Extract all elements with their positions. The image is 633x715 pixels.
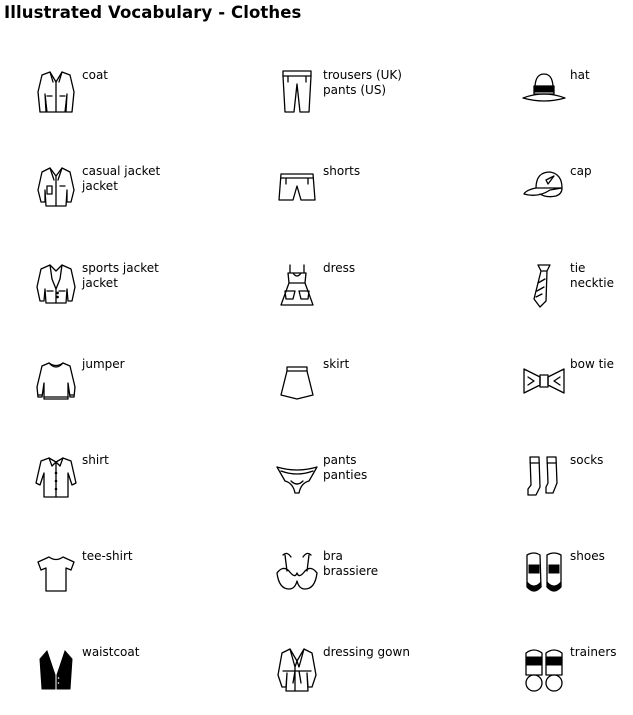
item-label-line: shirt: [82, 453, 109, 467]
vocabulary-item: [32, 68, 232, 138]
item-label-line: trainers: [570, 645, 617, 659]
coat-icon: [32, 68, 80, 116]
item-label: [570, 261, 614, 291]
vocabulary-item: [520, 357, 633, 427]
item-label-line: tee-shirt: [82, 549, 133, 563]
tee-shirt-icon: [32, 549, 80, 597]
item-label: [570, 645, 617, 660]
item-label-line: necktie: [570, 276, 614, 290]
bow-tie-icon: [520, 357, 568, 405]
item-label-line: pants (US): [323, 83, 387, 97]
vocabulary-item: [273, 453, 473, 523]
shorts-icon: [273, 164, 321, 212]
item-label-line: waistcoat: [82, 645, 140, 659]
item-label-line: socks: [570, 453, 604, 467]
sports-jacket-icon: [32, 261, 80, 309]
shoes-icon: [520, 549, 568, 597]
item-label-line: tie: [570, 261, 586, 275]
vocabulary-item: [520, 549, 633, 619]
item-label: [570, 68, 590, 83]
item-label: [323, 645, 410, 660]
waistcoat-icon: [32, 645, 80, 693]
dressing-gown-icon: [273, 645, 321, 693]
hat-icon: [520, 68, 568, 116]
item-label-line: shoes: [570, 549, 605, 563]
bra-icon: [273, 549, 321, 597]
vocabulary-item: [273, 68, 473, 138]
item-label: [570, 453, 603, 468]
vocabulary-item: [520, 261, 633, 331]
item-label-line: shorts: [323, 164, 361, 178]
item-label: [82, 549, 133, 564]
shirt-icon: [32, 453, 80, 501]
vocabulary-item: [273, 164, 473, 234]
item-label: [82, 453, 109, 468]
necktie-icon: [520, 261, 568, 309]
dress-icon: [273, 261, 321, 309]
vocabulary-item: [273, 261, 473, 331]
item-label-line: cap: [570, 164, 592, 178]
item-label-line: panties: [323, 468, 368, 482]
item-label-line: trousers (UK): [323, 68, 402, 82]
item-label: [323, 453, 367, 483]
item-label-line: brassiere: [323, 564, 379, 578]
item-label: [82, 645, 139, 660]
item-label-line: pants: [323, 453, 357, 467]
item-label: [323, 261, 355, 276]
skirt-icon: [273, 357, 321, 405]
vocabulary-item: [32, 549, 232, 619]
item-label-line: jacket: [82, 276, 118, 290]
vocabulary-item: [520, 68, 633, 138]
vocabulary-item: [273, 549, 473, 619]
item-label-line: dress: [323, 261, 356, 275]
vocabulary-item: [273, 645, 473, 715]
vocabulary-item: [32, 453, 232, 523]
item-label: [570, 549, 605, 564]
item-label: [82, 357, 125, 372]
vocabulary-item: [32, 164, 232, 234]
cap-icon: [520, 164, 568, 212]
jumper-icon: [32, 357, 80, 405]
vocabulary-item: [32, 261, 232, 331]
trainers-icon: [520, 645, 568, 693]
item-label-line: jacket: [82, 179, 118, 193]
item-label: [323, 68, 402, 98]
page-title: Illustrated Vocabulary - Clothes: [4, 3, 302, 22]
casual-jacket-icon: [32, 164, 80, 212]
item-label: [323, 549, 378, 579]
item-label-line: skirt: [323, 357, 350, 371]
vocabulary-item: [32, 645, 232, 715]
item-label: [570, 357, 614, 372]
item-label-line: dressing gown: [323, 645, 410, 659]
item-label: [323, 357, 349, 372]
item-label-line: hat: [570, 68, 590, 82]
item-label-line: coat: [82, 68, 108, 82]
item-label-line: casual jacket: [82, 164, 161, 178]
vocabulary-item: [520, 453, 633, 523]
item-label: [323, 164, 360, 179]
vocabulary-item: [32, 357, 232, 427]
vocabulary-item: [273, 357, 473, 427]
item-label: [82, 164, 160, 194]
item-label-line: jumper: [82, 357, 125, 371]
item-label: [570, 164, 592, 179]
vocabulary-item: [520, 645, 633, 715]
item-label-line: bow tie: [570, 357, 615, 371]
item-label-line: sports jacket: [82, 261, 159, 275]
socks-icon: [520, 453, 568, 501]
trousers-icon: [273, 68, 321, 116]
item-label: [82, 261, 159, 291]
vocabulary-item: [520, 164, 633, 234]
panties-icon: [273, 453, 321, 501]
item-label-line: bra: [323, 549, 343, 563]
item-label: [82, 68, 108, 83]
